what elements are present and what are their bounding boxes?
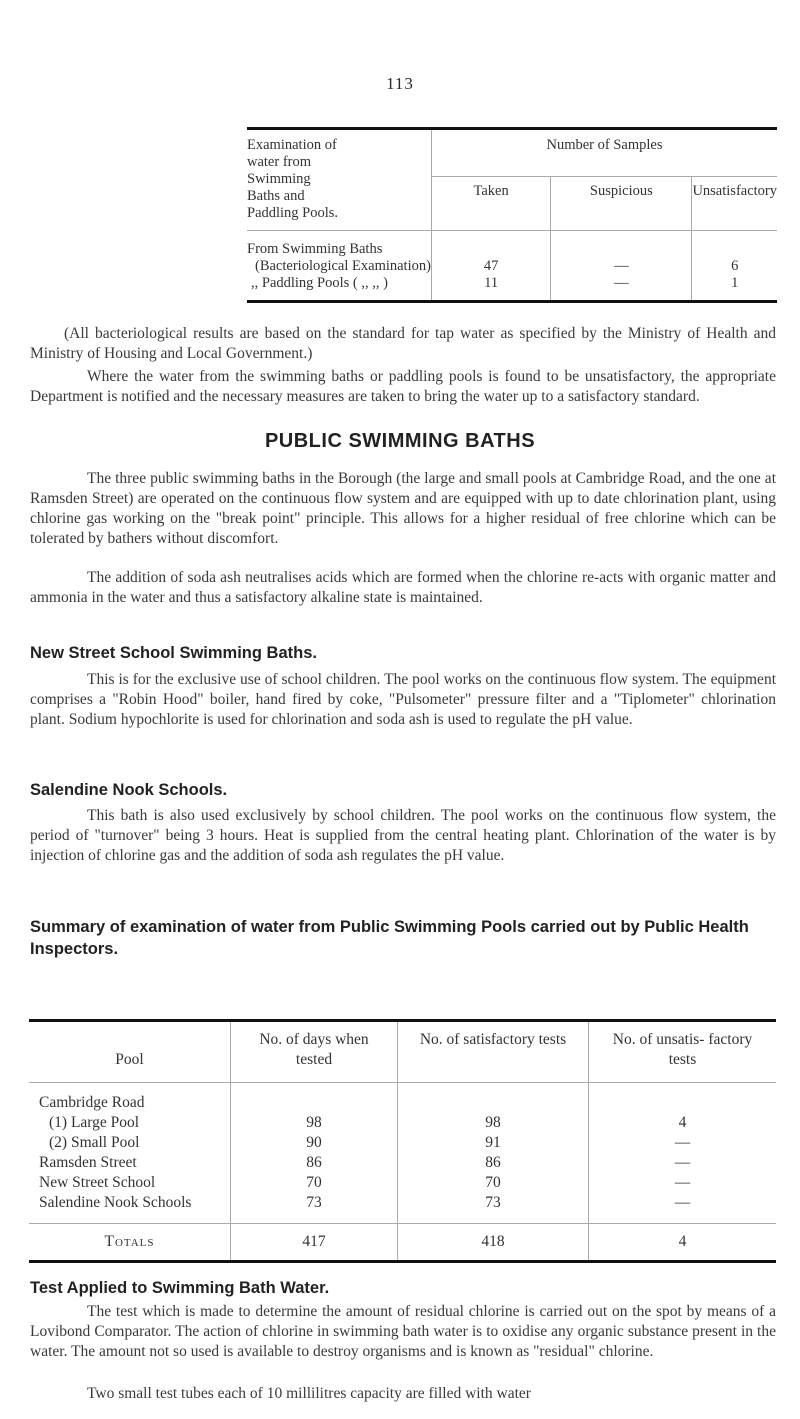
table1-row-label: (Bacteriological Examination) xyxy=(247,258,431,275)
table2-row-unsatisfactory: 4 xyxy=(678,1114,687,1131)
table2-row-satisfactory: 98 xyxy=(398,1113,589,1133)
table2-row-satisfactory: 86 xyxy=(398,1153,589,1173)
table-row xyxy=(247,275,777,302)
table2-row-days: 98 xyxy=(231,1113,398,1133)
new-street-paragraph: This is for the exclusive use of school children. The pool works on the continuous flow system. The equipment comprises a "Robin Hood" boiler, hand fired by coke, "Pulsometer" pressure filter and a "Tiplometer" chlorination plant. Sodium hypochlorite is used for chlorination and soda ash is used to regulate the pH value. xyxy=(30,671,776,728)
table-row xyxy=(29,1173,776,1193)
salendine-heading: Salendine Nook Schools. xyxy=(30,781,228,799)
table2-row-unsatisfactory: — xyxy=(674,1134,691,1151)
public-swimming-baths-heading: PUBLIC SWIMMING BATHS xyxy=(264,430,536,452)
table2-group-label: Cambridge Road xyxy=(29,1083,231,1114)
table2-row-unsatisfactory: — xyxy=(674,1194,691,1211)
table2-header-satisfactory xyxy=(398,1021,589,1083)
table2-row-satisfactory: 91 xyxy=(398,1133,589,1153)
unsatisfactory-paragraph: Where the water from the swimming baths or paddling pools is found to be unsatisfactory, the appropriate Department is notified and the necessary measures are taken to bring the water up to a satisfactory standard. xyxy=(30,368,776,405)
table2-row-pool: (1) Large Pool xyxy=(29,1113,231,1133)
table2-row-satisfactory: 70 xyxy=(398,1173,589,1193)
table1-header-group: Number of Samples xyxy=(431,129,777,177)
table2-group-row xyxy=(29,1083,776,1114)
table-row xyxy=(29,1133,776,1153)
table2-row-days: 70 xyxy=(231,1173,398,1193)
table1-col-suspicious: Suspicious xyxy=(551,177,692,231)
table-row xyxy=(247,258,777,275)
table1-empty xyxy=(551,231,692,259)
table1-row-unsatisfactory: 6 xyxy=(731,258,739,274)
table1-group-label: From Swimming Baths xyxy=(247,231,431,259)
table2-row-pool: Ramsden Street xyxy=(29,1153,231,1173)
table2-header-satisfactory-text: No. of satisfactory tests xyxy=(419,1031,567,1048)
table2-header-unsatisfactory-text: No. of unsatis- factory tests xyxy=(612,1031,753,1068)
table2-row-unsatisfactory: — xyxy=(674,1174,691,1191)
table2-totals-label: Totals xyxy=(29,1224,231,1262)
table2-totals-unsatisfactory: 4 xyxy=(589,1224,777,1262)
test-paragraph-2: Two small test tubes each of 10 millilitres capacity are filled with water xyxy=(87,1385,531,1402)
table2-row-pool: (2) Small Pool xyxy=(29,1133,231,1153)
table1-row-suspicious: — xyxy=(551,275,692,302)
table2-row-days: 86 xyxy=(231,1153,398,1173)
table2-header-pool: Pool xyxy=(29,1021,231,1083)
table2-header-days-text: No. of days when tested xyxy=(259,1031,369,1068)
table2-totals-satisfactory: 418 xyxy=(398,1224,589,1262)
new-street-heading: New Street School Swimming Baths. xyxy=(30,644,317,662)
table1-header-first xyxy=(247,129,431,231)
table2-header-days xyxy=(231,1021,398,1083)
table2-row-days: 73 xyxy=(231,1193,398,1224)
test-paragraph-1: The test which is made to determine the amount of residual chlorine is carried out on the spot by means of a Lovibond Comparator. The action of chlorine in swimming bath water is to oxidise any organic substance present in the water. The amount not so used is available to destroy organisms and is known as "residual" chlorine. xyxy=(30,1303,776,1360)
table1-row-taken: 47 xyxy=(431,258,550,275)
table2-row-days: 90 xyxy=(231,1133,398,1153)
table1-col-unsatisfactory: Unsatisfactory xyxy=(692,183,777,199)
page-number: 113 xyxy=(386,74,414,93)
table1-empty xyxy=(431,231,550,259)
table-row xyxy=(29,1153,776,1173)
table1-row-unsatisfactory: 1 xyxy=(731,275,739,291)
public-baths-paragraph-2: The addition of soda ash neutralises acids which are formed when the chlorine re-acts with organic matter and ammonia in the water and thus a satisfactory alkaline state is maintained. xyxy=(30,569,776,606)
salendine-paragraph: This bath is also used exclusively by school children. The pool works on the continuous flow system, the period of "turnover" being 3 hours. Heat is supplied from the central heating plant. Chlorination of the water is by injection of chlorine gas and the addition of soda ash regulates the pH value. xyxy=(30,807,776,864)
table1-row-suspicious: — xyxy=(551,258,692,275)
table2-row-satisfactory: 73 xyxy=(398,1193,589,1224)
table2-row-unsatisfactory: — xyxy=(674,1154,691,1171)
summary-heading: Summary of examination of water from Public Swimming Pools carried out by Public Health Inspectors. xyxy=(30,918,749,958)
table2-totals-row xyxy=(29,1224,776,1262)
table1-header-first-text: Examination of water from Swimming Baths and Paddling Pools. xyxy=(247,137,339,221)
table2-header-unsatisfactory xyxy=(589,1021,777,1083)
table2-empty xyxy=(589,1083,777,1114)
table2-empty xyxy=(231,1083,398,1114)
table1-col-taken: Taken xyxy=(431,177,550,231)
public-pools-summary-table xyxy=(29,1019,776,1263)
table1-group-row xyxy=(247,231,777,259)
table1-empty xyxy=(692,231,777,259)
table2-totals-days: 417 xyxy=(231,1224,398,1262)
table-row xyxy=(29,1113,776,1133)
table2-row-pool: Salendine Nook Schools xyxy=(29,1193,231,1224)
table1-row-taken: 11 xyxy=(431,275,550,302)
public-baths-paragraph-1: The three public swimming baths in the Borough (the large and small pools at Cambridge Road, and the one at Ramsden Street) are operated on the continuous flow system and are equipped with up to date chlorination plant, using chlorine gas working on the "break point" principle. This allows for a higher residual of free chlorine which can be tolerated by bathers without discomfort. xyxy=(30,470,776,547)
table2-row-pool: New Street School xyxy=(29,1173,231,1193)
table2-empty xyxy=(398,1083,589,1114)
test-heading: Test Applied to Swimming Bath Water. xyxy=(30,1279,330,1297)
water-samples-table xyxy=(247,127,777,303)
table-row xyxy=(29,1193,776,1224)
table1-header-row xyxy=(247,129,777,177)
table2-header-row xyxy=(29,1021,776,1083)
table1-row-label: ,, Paddling Pools ( ,, ,, ) xyxy=(247,275,431,302)
note-paragraph: (All bacteriological results are based on the standard for tap water as specified by the Ministry of Health and Ministry of Housing and Local Government.) xyxy=(30,325,776,362)
